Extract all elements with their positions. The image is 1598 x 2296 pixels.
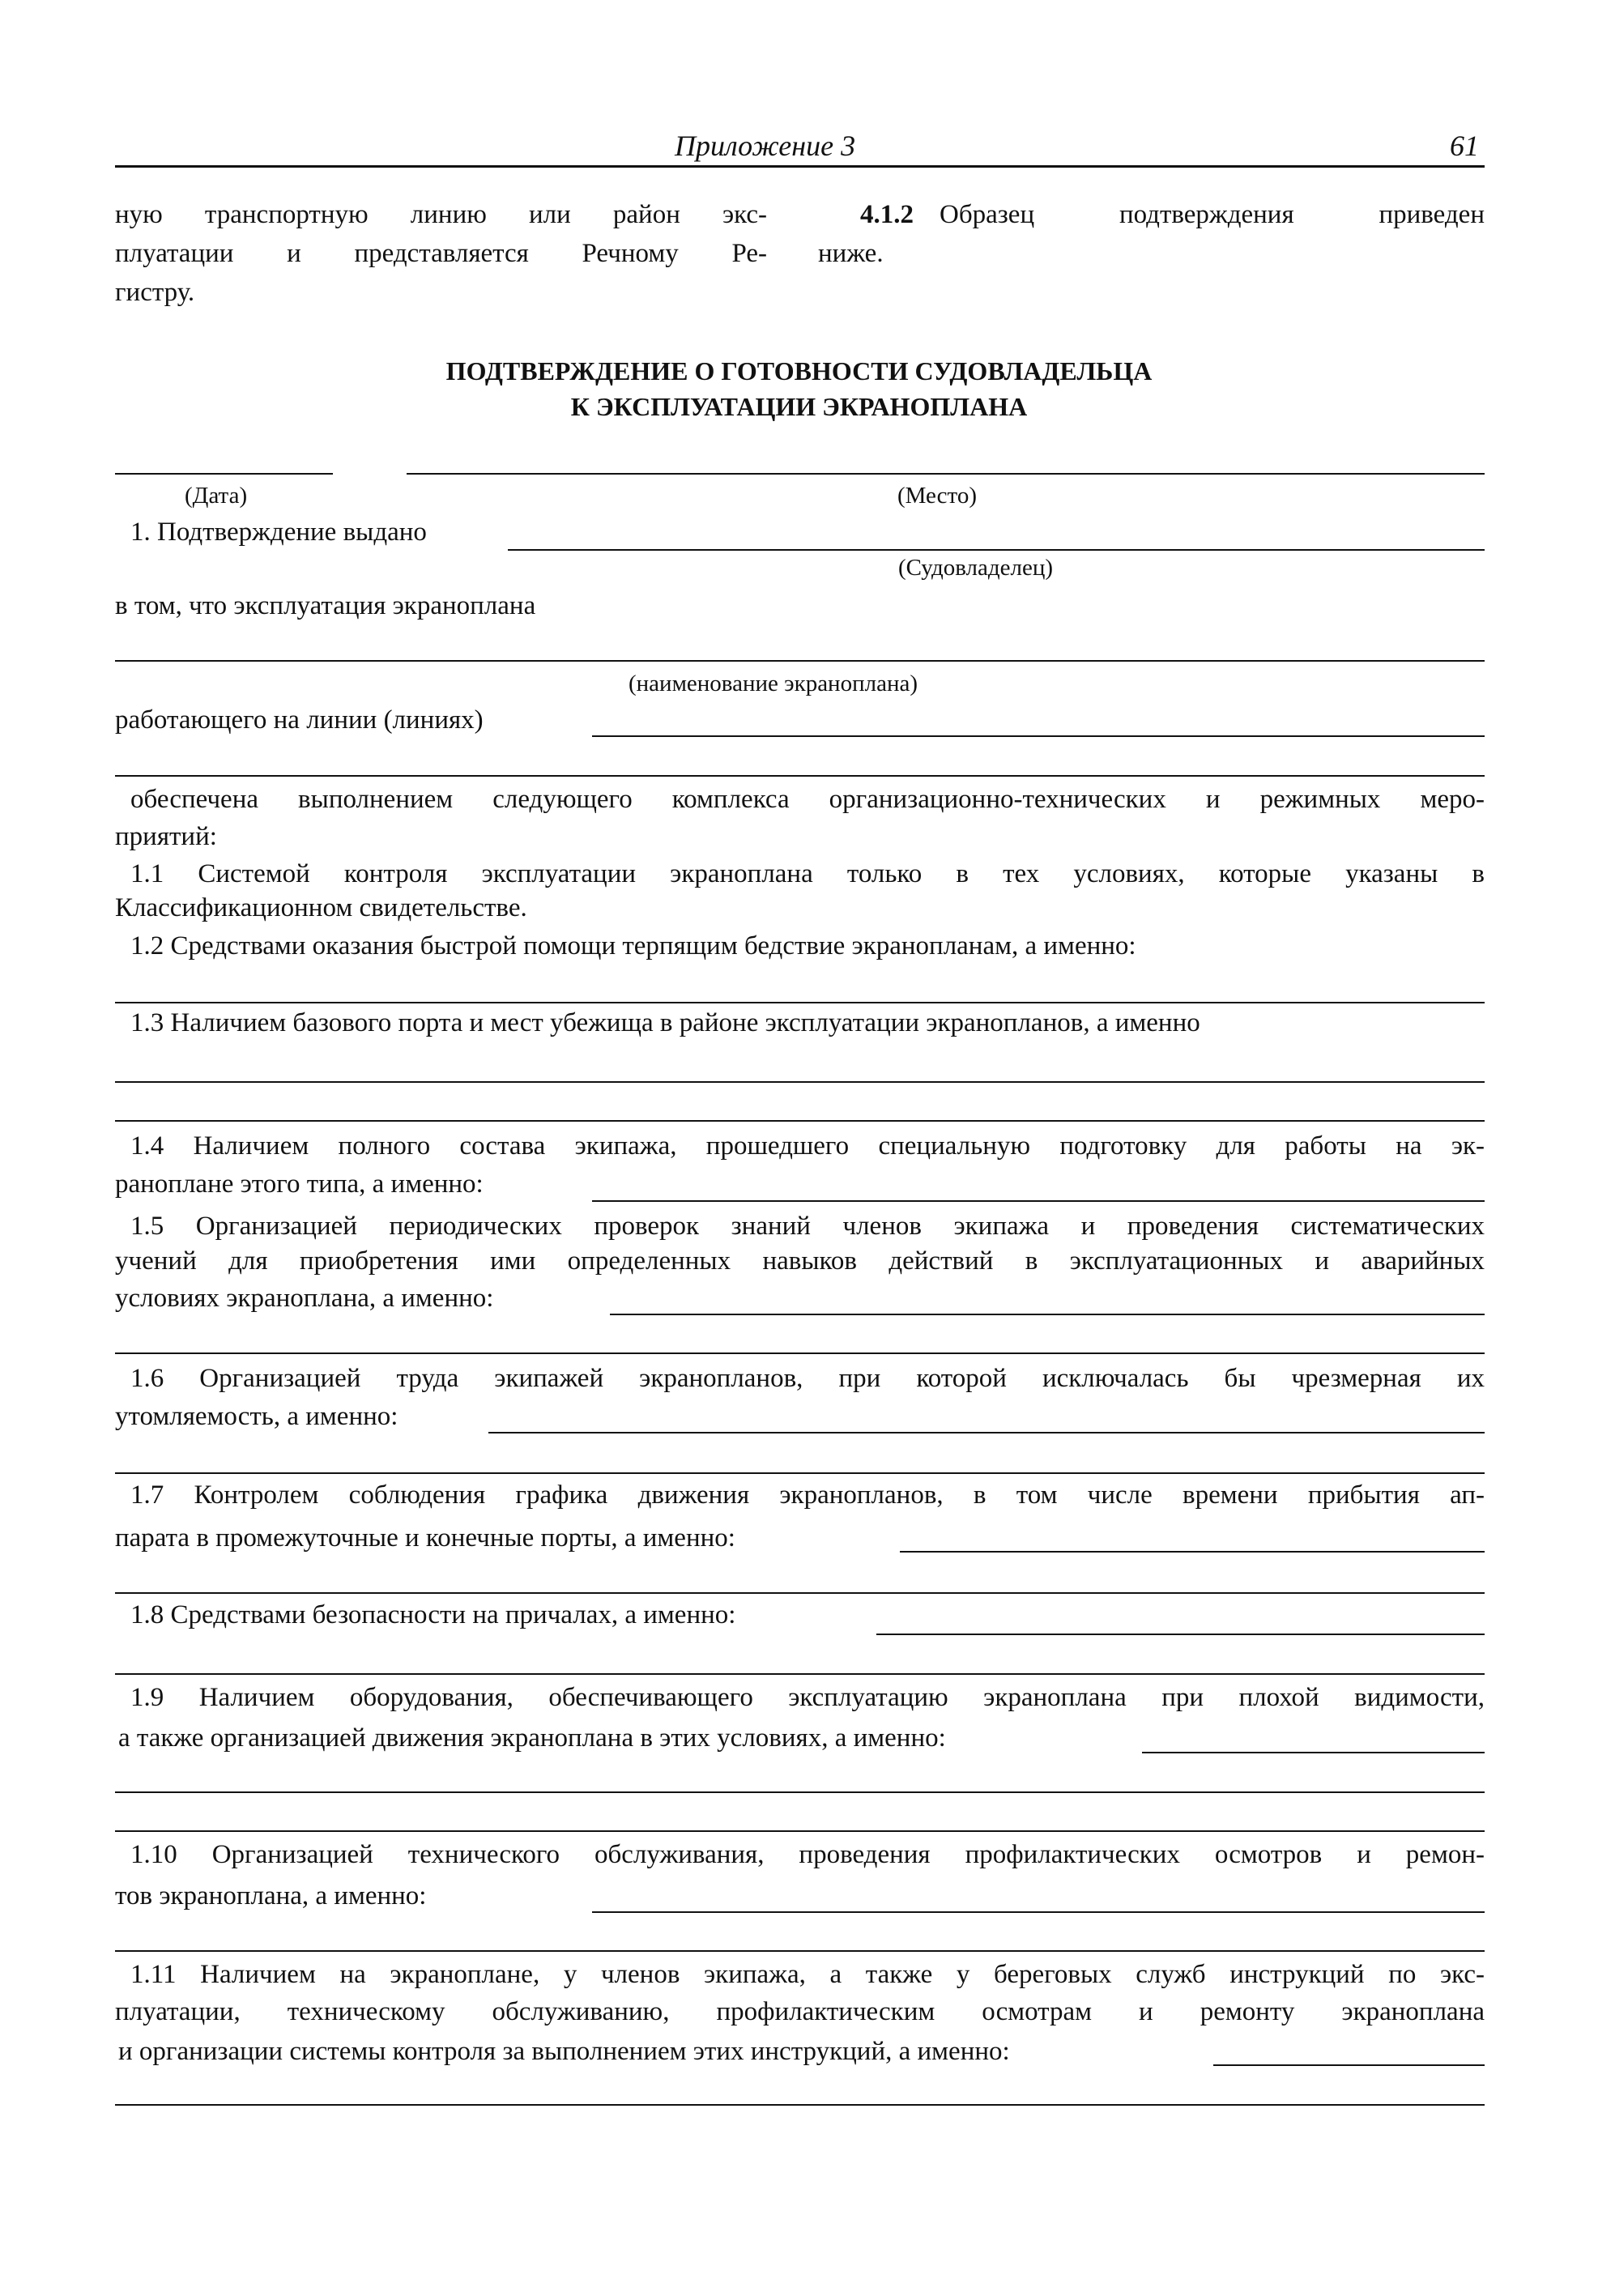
item-1-10: тов экраноплана, а именно: xyxy=(115,1881,427,1910)
item-1-8-field[interactable] xyxy=(876,1634,1485,1635)
item-1-4: 1.4 Наличием полного состава экипажа, прошедшего специальную подготовку для работы на эк- xyxy=(130,1131,1485,1161)
intro-right-line: ниже. xyxy=(818,239,884,268)
place-caption: (Место) xyxy=(897,483,977,509)
intro-left-line: плуатации и представляется Речному Ре- xyxy=(115,239,767,268)
lines-field-2[interactable] xyxy=(115,775,1485,777)
item-1-9-field-2[interactable] xyxy=(115,1791,1485,1793)
ensured-text: обеспечена выполнением следующего комплекса организационно-технических и режимных меро- xyxy=(130,785,1485,814)
item-1-7-field[interactable] xyxy=(900,1551,1485,1553)
item-1-5: 1.5 Организацией периодических проверок знаний членов экипажа и проведения систематических xyxy=(130,1212,1485,1241)
item-1-11-field-2[interactable] xyxy=(115,2104,1485,2106)
intro-right-line: Образец подтверждения приведен xyxy=(940,200,1485,229)
item-1-11: 1.11 Наличием на экраноплане, у членов экипажа, а также у береговых служб инструкций по экс- xyxy=(130,1960,1485,1989)
name-caption: (наименование экраноплана) xyxy=(629,671,918,696)
date-field[interactable] xyxy=(115,473,333,475)
item-1-11: и организации системы контроля за выполнением этих инструкций, а именно: xyxy=(118,2037,1010,2066)
working-label: работающего на линии (линиях) xyxy=(115,705,484,735)
header-rule xyxy=(115,165,1485,168)
item-1-9: а также организацией движения экраноплана в этих условиях, а именно: xyxy=(118,1723,946,1753)
owner-caption: (Судовладелец) xyxy=(898,555,1054,581)
item-1-9-field-3[interactable] xyxy=(115,1830,1485,1832)
that-label: в том, что эксплуатация экраноплана xyxy=(115,591,536,620)
item-1-2-field[interactable] xyxy=(115,1002,1485,1003)
item-1-7: 1.7 Контролем соблюдения графика движения экранопланов, в том числе времени прибытия ап- xyxy=(130,1480,1485,1510)
item-1-7: парата в промежуточные и конечные порты, а именно: xyxy=(115,1523,735,1553)
page-number: 61 xyxy=(1450,130,1479,162)
item-1-6-field[interactable] xyxy=(488,1432,1485,1433)
item-1-4-field[interactable] xyxy=(592,1200,1485,1202)
section-number: 4.1.2 xyxy=(860,200,914,229)
place-field[interactable] xyxy=(407,473,1485,475)
item-1-9-field[interactable] xyxy=(1142,1752,1485,1753)
item-1-3: 1.3 Наличием базового порта и мест убежища в районе эксплуатации экранопланов, а именно xyxy=(130,1008,1200,1037)
item-1-9: 1.9 Наличием оборудования, обеспечивающего эксплуатацию экраноплана при плохой видимости, xyxy=(130,1683,1485,1712)
item-1-3-field-2[interactable] xyxy=(115,1120,1485,1122)
intro-left-line: гистру. xyxy=(115,278,195,307)
lines-field[interactable] xyxy=(592,735,1485,737)
item-1-5: учений для приобретения ими определенных навыков действий в эксплуатационных и аварийных xyxy=(115,1246,1485,1276)
form-title: ПОДТВЕРЖДЕНИЕ О ГОТОВНОСТИ СУДОВЛАДЕЛЬЦА xyxy=(445,356,1153,386)
item-1-8-field-2[interactable] xyxy=(115,1673,1485,1675)
item-1-6-field-2[interactable] xyxy=(115,1472,1485,1474)
item-1-1: Классификационном свидетельстве. xyxy=(115,893,527,922)
item-1-11-field[interactable] xyxy=(1213,2064,1485,2066)
item-1-7-field-2[interactable] xyxy=(115,1592,1485,1594)
issued-label: 1. Подтверждение выдано xyxy=(130,518,427,547)
item-1-2: 1.2 Средствами оказания быстрой помощи терпящим бедствие экранопланам, а именно: xyxy=(130,931,1136,961)
date-caption: (Дата) xyxy=(185,483,248,509)
item-1-3-field[interactable] xyxy=(115,1081,1485,1083)
item-1-4: раноплане этого типа, а именно: xyxy=(115,1169,484,1199)
item-1-5-field-2[interactable] xyxy=(115,1352,1485,1354)
item-1-5-field[interactable] xyxy=(610,1314,1485,1315)
item-1-11: плуатации, техническому обслуживанию, профилактическим осмотрам и ремонту экраноплана xyxy=(115,1997,1485,2026)
name-field[interactable] xyxy=(115,660,1485,662)
item-1-10-field-2[interactable] xyxy=(115,1950,1485,1952)
intro-left-line: ную транспортную линию или район экс- xyxy=(115,200,767,229)
item-1-8: 1.8 Средствами безопасности на причалах, а именно: xyxy=(130,1600,736,1629)
item-1-6: 1.6 Организацией труда экипажей экранопланов, при которой исключалась бы чрезмерная их xyxy=(130,1364,1485,1393)
owner-field[interactable] xyxy=(508,549,1485,551)
item-1-10: 1.10 Организацией технического обслуживания, проведения профилактических осмотров и ремон- xyxy=(130,1840,1485,1869)
item-1-10-field[interactable] xyxy=(592,1911,1485,1913)
running-header: Приложение 3 xyxy=(675,130,856,162)
ensured-text: приятий: xyxy=(115,822,217,851)
form-title: К ЭКСПЛУАТАЦИИ ЭКРАНОПЛАНА xyxy=(570,392,1028,421)
item-1-6: утомляемость, а именно: xyxy=(115,1402,398,1431)
item-1-5: условиях экраноплана, а именно: xyxy=(115,1284,494,1313)
item-1-1: 1.1 Системой контроля эксплуатации экраноплана только в тех условиях, которые указаны в xyxy=(130,859,1485,888)
